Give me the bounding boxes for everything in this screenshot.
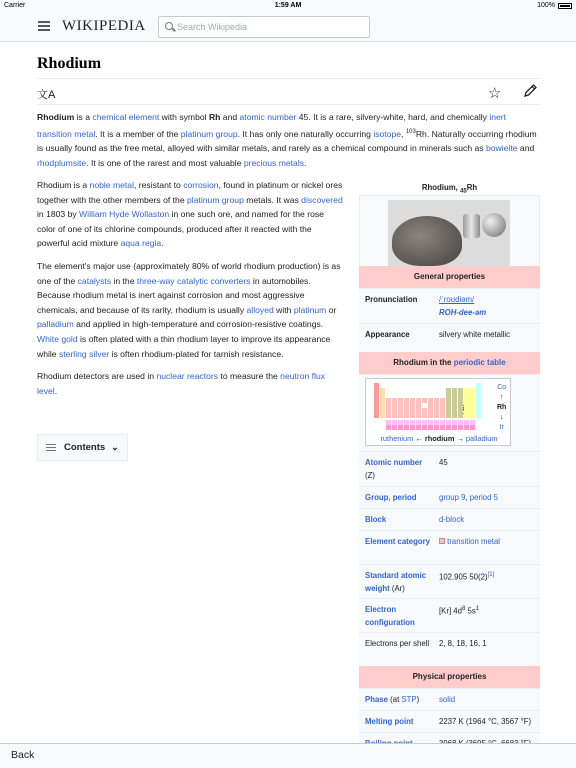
back-button[interactable]: Back	[11, 749, 35, 761]
inline-link[interactable]: isotope	[373, 128, 402, 139]
inline-link[interactable]: alloyed	[246, 304, 274, 315]
pt-cell	[428, 413, 433, 418]
pt-cell	[416, 425, 421, 430]
infobox-caption: Rhodium, $_{45}$Rh	[421, 183, 478, 195]
pt-horizontal-neighbors: ruthenium ← rhodium → palladium	[380, 434, 498, 443]
electrons-per-shell-row: Electrons per shell 2, 8, 18, 16, 1	[359, 632, 540, 666]
pt-cell	[398, 425, 403, 430]
wikipedia-wordmark[interactable]: WIKIPEDIA	[62, 18, 146, 34]
pt-cell	[470, 425, 475, 430]
melting-point-row: Melting point 2237 K (1964 °C, 3567 °F)	[359, 710, 540, 732]
title-divider	[37, 78, 540, 79]
pt-cell	[416, 413, 421, 418]
text-run: .	[161, 238, 164, 249]
periodic-table-header: Rhodium in the periodic table	[359, 352, 540, 374]
pt-cell	[386, 425, 391, 430]
inline-link[interactable]: nuclear reactors	[156, 371, 219, 382]
pt-cell	[440, 425, 445, 430]
pt-cell	[428, 425, 433, 430]
text-run: Rhodium	[37, 112, 75, 122]
text-run: . It is a member of the	[95, 128, 181, 139]
pt-cell	[458, 413, 463, 418]
text-run: The element's major use (approximately 80% of world rhodium production) is as one of the	[37, 260, 341, 286]
search-input[interactable]	[177, 20, 362, 34]
text-run: 103	[405, 128, 416, 135]
text-run: in 1803 by	[37, 209, 80, 220]
periodic-table-grid	[370, 383, 495, 427]
pt-cell	[422, 413, 427, 418]
inline-link[interactable]: atomic number	[239, 112, 297, 122]
text-run: in automobiles. Because rhodium metal is inert against corrosion and most aggressive chemicals, and because of its rarity, rhodium is usually	[37, 275, 311, 315]
text-run: Rhodium detectors are used in	[37, 371, 157, 382]
pt-cell	[386, 413, 391, 418]
battery-indicator	[537, 2, 572, 9]
pt-cell	[392, 413, 397, 418]
inline-link[interactable]: sterling silver	[58, 348, 110, 359]
text-run: is often rhodium-plated for tarnish resistance.	[109, 348, 284, 359]
inline-link[interactable]: noble metal	[89, 180, 134, 190]
text-run: metals. It was	[243, 194, 302, 205]
pt-cell	[440, 413, 445, 418]
periodic-table-mini[interactable]	[365, 378, 511, 446]
text-run: or	[326, 304, 337, 315]
respelling-link[interactable]: ROH-dee-əm	[439, 308, 487, 317]
pt-cell	[422, 425, 427, 430]
menu-icon[interactable]	[38, 21, 50, 32]
pt-cell	[470, 413, 475, 418]
infobox	[359, 178, 540, 743]
battery-icon	[558, 3, 572, 9]
text-run: is a	[74, 112, 93, 122]
text-run: ,	[401, 128, 406, 139]
pt-cell	[404, 425, 409, 430]
body-paragraph	[37, 369, 343, 398]
status-bar	[0, 0, 576, 12]
battery-percent: 100%	[537, 2, 555, 9]
pt-cell	[374, 413, 379, 418]
body-paragraph	[37, 259, 343, 361]
inline-link[interactable]: neutron flux level	[37, 371, 326, 396]
page-actions-divider	[37, 104, 540, 105]
edit-pencil-icon[interactable]	[523, 83, 538, 98]
inline-link[interactable]: catalysts	[77, 275, 112, 286]
ipa-link[interactable]: /ˈroʊdiəm/	[439, 295, 475, 304]
pt-vertical-neighbors: Co ↑ Rh ↓ Ir	[497, 384, 507, 431]
text-run: is often plated with a thin rhodium layer to improve its appearance while	[37, 333, 331, 359]
pt-cell	[434, 413, 439, 418]
clock: 1:59 AM	[274, 2, 302, 9]
pt-cell	[398, 413, 403, 418]
category-swatch-icon	[439, 538, 445, 544]
pt-cell	[446, 413, 451, 418]
atomic-weight-row: Standard atomic weight (Ar) 102.905 50(2)[1]	[359, 564, 540, 598]
contents-button[interactable]	[37, 434, 128, 461]
pt-cell	[392, 425, 397, 430]
inline-link[interactable]: White gold	[37, 333, 78, 344]
text-run: . It is one of the rarest and most valuable	[86, 157, 244, 168]
inline-link[interactable]: corrosion	[183, 180, 219, 190]
inline-link[interactable]: inert transition metal	[37, 112, 507, 139]
text-run: and	[220, 112, 240, 122]
contents-label: Contents	[64, 442, 106, 453]
search-icon	[165, 22, 173, 30]
inline-link[interactable]: precious metals	[243, 157, 305, 168]
text-run: to measure the	[218, 371, 281, 382]
inline-link[interactable]: bowieite	[486, 143, 518, 154]
phase-row: Phase (at STP) solid	[359, 688, 540, 710]
group-period-row: Group, period group 9, period 5	[359, 486, 540, 508]
inline-link[interactable]: palladium	[37, 319, 74, 330]
lead-paragraph	[37, 110, 540, 170]
pt-cell	[410, 425, 415, 430]
text-run: with	[273, 304, 294, 315]
carrier-label: Carrier	[4, 2, 26, 9]
inline-link[interactable]: three-way catalytic converters	[136, 275, 251, 286]
text-run: in the	[111, 275, 137, 286]
pt-cell	[422, 398, 427, 403]
text-run: 45. It is a rare, silvery-white, hard, and chemically	[296, 112, 490, 122]
inline-link[interactable]: rhodplumsite	[37, 157, 87, 168]
text-run: with symbol	[159, 112, 209, 122]
text-run: , resistant to	[133, 180, 184, 190]
inline-link[interactable]: platinum group	[180, 128, 238, 139]
block-row: Block d-block	[359, 508, 540, 530]
text-run: Rh	[208, 112, 221, 122]
pt-cell	[446, 425, 451, 430]
pt-cell	[434, 425, 439, 430]
search-box[interactable]	[158, 16, 370, 38]
star-icon[interactable]: ☆	[488, 85, 502, 102]
language-icon[interactable]: 文A	[37, 89, 56, 101]
chevron-down-icon: ⌄	[111, 442, 119, 452]
text-run: .	[304, 157, 307, 168]
body-column	[37, 178, 343, 406]
text-run: and applied in high-temperature and corrosion-resistive coatings.	[73, 319, 324, 330]
physical-properties-header: Physical properties	[359, 666, 540, 688]
pt-cell	[380, 413, 385, 418]
text-run: , found in platinum or nickel ores together with the other members of the	[37, 180, 343, 205]
body-paragraph	[37, 178, 343, 251]
pt-cell	[464, 413, 469, 418]
list-icon	[46, 444, 56, 452]
electron-configuration-row: Electron configuration [Kr] $4d^8$ $5s^1$	[359, 598, 540, 632]
general-properties-header: General properties	[359, 266, 540, 288]
inline-link[interactable]: William Hyde Wollaston	[79, 209, 170, 220]
pt-cell	[452, 425, 457, 430]
text-run: .	[54, 385, 58, 396]
pt-cell	[464, 425, 469, 430]
inline-link[interactable]: platinum	[293, 304, 327, 315]
element-category-row: Element category transition metal	[359, 530, 540, 564]
pt-cell	[458, 425, 463, 430]
text-run: Rhodium is a	[37, 180, 90, 190]
inline-link[interactable]: aqua regia	[120, 238, 162, 249]
text-run: in one such ore, and named for the rose color of one of its chlorine compounds, produced after it reacted with the powerful acid mixture	[37, 209, 324, 249]
pronunciation-row: Pronunciation /ˈroʊdiəm/ ROH-dee-əm	[359, 288, 540, 323]
page-title: Rhodium	[37, 55, 102, 72]
text-run: and	[517, 143, 535, 154]
inline-link[interactable]: chemical element	[92, 112, 160, 122]
bottom-toolbar	[0, 743, 576, 768]
periodic-table-row	[359, 374, 540, 451]
app-header	[0, 12, 576, 42]
pt-cell	[404, 413, 409, 418]
atomic-number-row: Atomic number (Z) 45	[359, 451, 540, 486]
text-run: Rh. Naturally occurring rhodium is usually found as the free metal, alloyed with similar metals, and rarely as a chemical compound in minerals such as	[37, 128, 537, 154]
inline-link[interactable]: platinum group	[187, 194, 244, 205]
pt-cell	[476, 413, 481, 418]
inline-link[interactable]: discovered	[301, 194, 343, 205]
appearance-row: Appearance silvery white metallic	[359, 323, 540, 353]
pt-cell	[410, 413, 415, 418]
text-run: . It has only one naturally occurring	[237, 128, 374, 139]
pt-cell	[452, 413, 457, 418]
